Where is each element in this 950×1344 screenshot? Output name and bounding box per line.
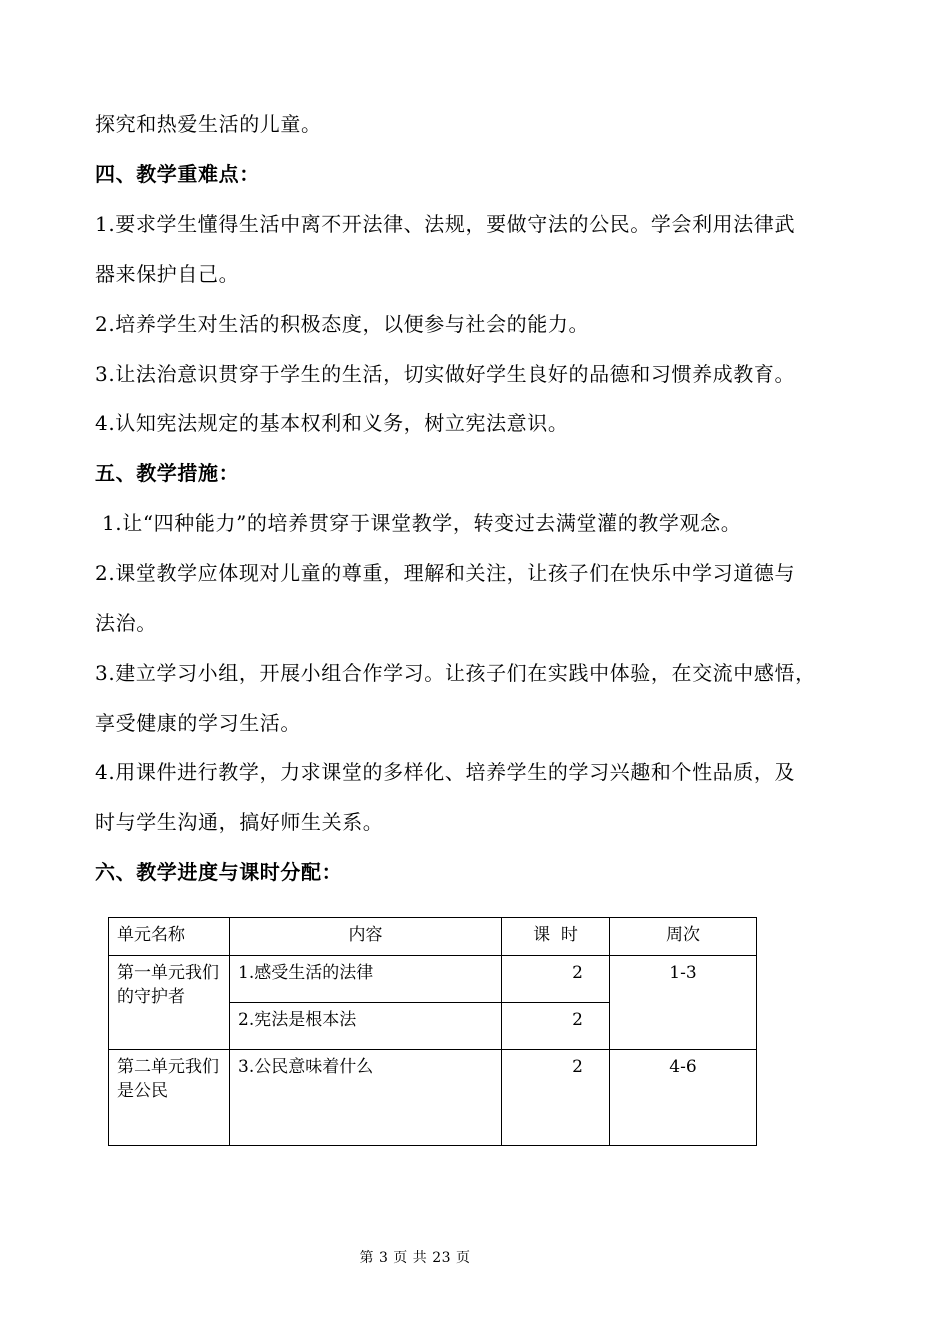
body-line: 探究和热爱生活的儿童。 [95,112,322,136]
section-heading: 五、教学措施： [95,461,240,485]
lesson-hours: 2 [502,1003,610,1050]
lesson-content: 1.感受生活的法律 [230,956,502,1003]
lesson-hours: 2 [502,956,610,1003]
week-range: 1-3 [610,956,757,1050]
body-line: 1.要求学生懂得生活中离不开法律、法规，要做守法的公民。学会利用法律武 [95,212,796,236]
body-line: 4.认知宪法规定的基本权利和义务，树立宪法意识。 [95,411,569,435]
body-line: 3.让法治意识贯穿于学生的生活，切实做好学生良好的品德和习惯养成教育。 [95,362,796,386]
body-line: 1.让“四种能力”的培养贯穿于课堂教学，转变过去满堂灌的教学观念。 [95,511,742,535]
unit-name: 第一单元我们的守护者 [109,956,230,1050]
schedule-table [108,917,757,1146]
header-weeks: 周次 [610,918,757,956]
body-line: 2.培养学生对生活的积极态度，以便参与社会的能力。 [95,312,590,336]
table-row [109,956,757,1003]
table-header-row [109,918,757,956]
unit-name: 第二单元我们是公民 [109,1050,230,1146]
page-footer: 第 3 页 共 23 页 [359,1250,471,1266]
body-line: 3.建立学习小组，开展小组合作学习。让孩子们在实践中体验，在交流中感悟， [95,661,816,685]
body-line: 2.课堂教学应体现对儿童的尊重，理解和关注，让孩子们在快乐中学习道德与 [95,561,796,585]
lesson-content: 2.宪法是根本法 [230,1003,502,1050]
header-unit: 单元名称 [109,918,230,956]
lesson-content: 3.公民意味着什么 [230,1050,502,1146]
body-line: 时与学生沟通，搞好师生关系。 [95,810,384,834]
body-line: 法治。 [95,611,157,635]
header-hours: 课 时 [502,918,610,956]
table-row [109,1050,757,1146]
body-line: 器来保护自己。 [95,262,240,286]
section-heading: 四、教学重难点： [95,162,260,186]
header-content: 内容 [230,918,502,956]
week-range: 4-6 [610,1050,757,1146]
body-line: 享受健康的学习生活。 [95,711,301,735]
body-line: 4.用课件进行教学，力求课堂的多样化、培养学生的学习兴趣和个性品质，及 [95,760,796,784]
lesson-hours: 2 [502,1050,610,1146]
section-heading: 六、教学进度与课时分配： [95,860,343,884]
